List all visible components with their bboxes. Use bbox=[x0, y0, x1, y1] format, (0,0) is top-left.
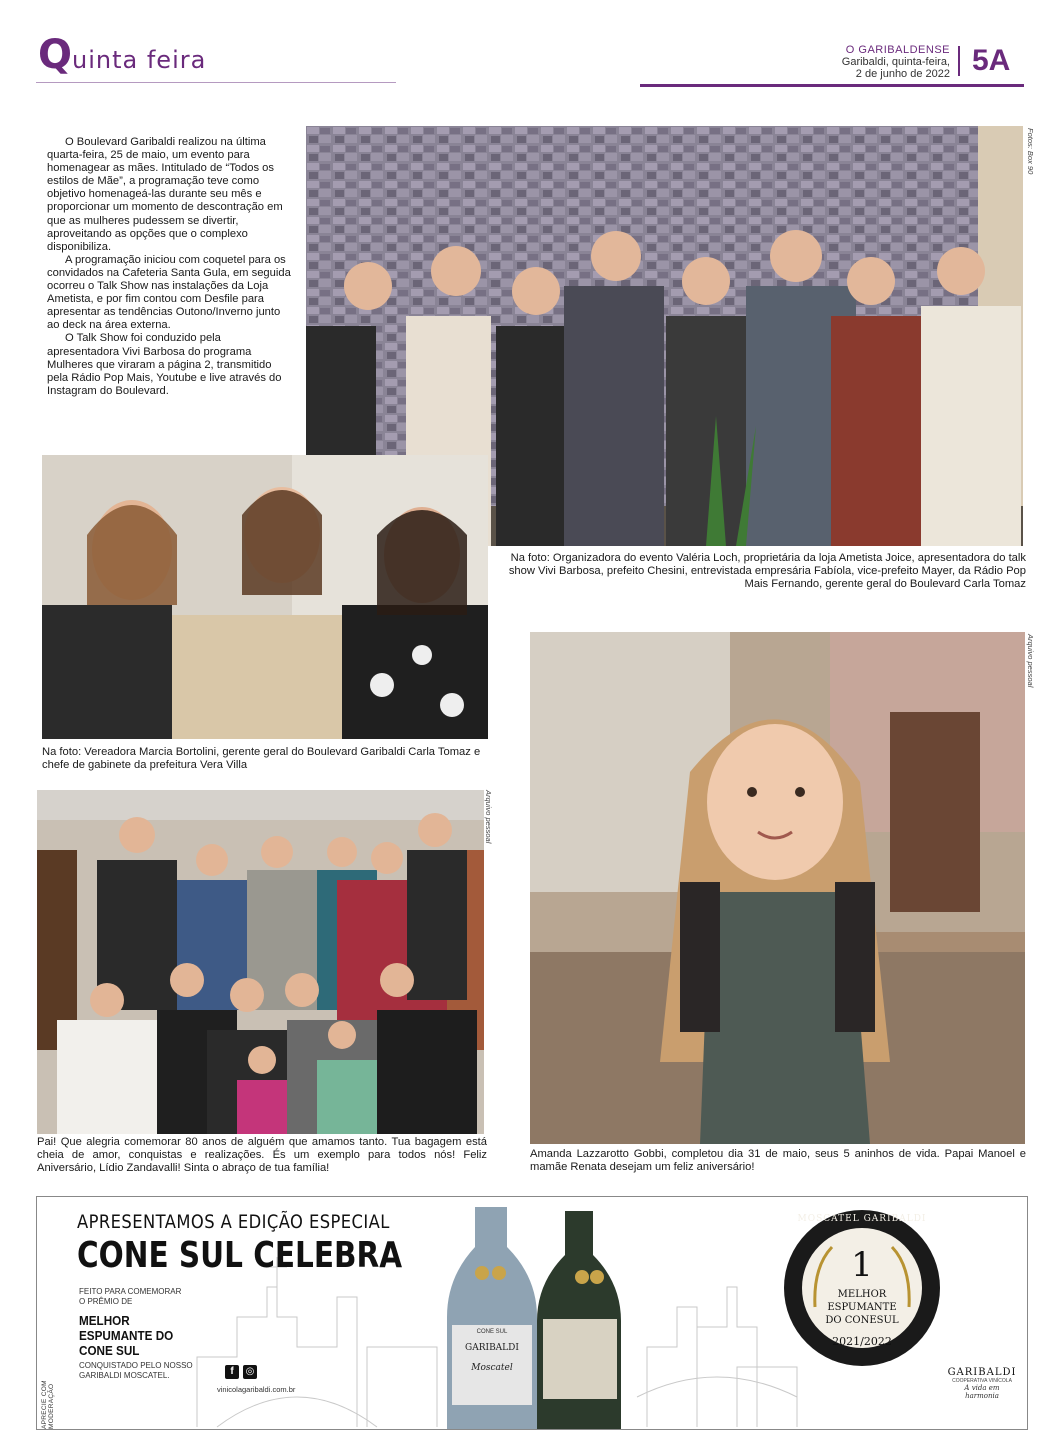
article-body bbox=[47, 136, 292, 398]
photo-girl-credit: Arquivo pessoal bbox=[1026, 634, 1035, 688]
ad-cone-sul-celebra[interactable] bbox=[36, 1196, 1028, 1430]
section-title-rest: uinta feira bbox=[72, 46, 207, 74]
photo-family-caption: Pai! Que alegria comemorar 80 anos de alguém que amamos tanto. Tua bagagem está cheia de amor, conquistas e realizações. És um exemplo para todos nós! Feliz Aniversário, Lídio Zandavalli! Sinta o abraço de tua família! bbox=[37, 1136, 487, 1175]
photo-three-women bbox=[42, 455, 488, 739]
bottle-label-top: CONE SUL bbox=[476, 1329, 508, 1335]
photo-family-credit: Arquivo pessoal bbox=[484, 790, 493, 844]
issue-date-line2: 2 de junho de 2022 bbox=[855, 68, 950, 80]
article-paragraph-3: O Talk Show foi conduzido pela apresentadora Vivi Barbosa do programa Mulheres que viraram a página 2, transmitido pela Rádio Pop Mais, Youtube e live através do Instagram do Boulevard. bbox=[47, 332, 282, 397]
photo-family-image bbox=[37, 790, 484, 1134]
sparkling-bottles-graphic bbox=[447, 1207, 621, 1430]
ad-social-links bbox=[225, 1365, 257, 1379]
bottle-label-brand: GARIBALDI bbox=[465, 1343, 519, 1353]
ad-headline: APRESENTAMOS A EDIÇÃO ESPECIAL bbox=[77, 1211, 390, 1233]
ad-award-intro: FEITO PARA COMEMORAR O PRÊMIO DE bbox=[79, 1287, 182, 1306]
seal-line-3: DO CONESUL bbox=[825, 1315, 899, 1326]
photo-three-women-caption: Na foto: Vereadora Marcia Bortolini, gerente geral do Boulevard Garibaldi Carla Tomaz e chefe de gabinete da prefeitura Vera Villa bbox=[42, 746, 481, 772]
page-header bbox=[0, 0, 1058, 90]
seal-line-1: MELHOR bbox=[837, 1289, 887, 1300]
seal-number: 1 bbox=[851, 1245, 873, 1285]
ad-moderation-notice: APRECIE COM MODERAÇÃO bbox=[41, 1380, 55, 1429]
photo-group-event-caption: Na foto: Organizadora do evento Valéria Loch, proprietária da loja Ametista Joice, apresentadora do talk show Vivi Barbosa, prefeito Chesini, entrevistada empresária Fabíola, vice-prefeito Mayer, da Rádio Pop Mais Fernando, gerente geral do Boulevard Carla Tomaz bbox=[508, 552, 1026, 591]
section-title bbox=[38, 32, 206, 78]
photo-group-event-credit: Fotos: Box 90 bbox=[1026, 128, 1035, 175]
photo-three-women-image bbox=[42, 455, 488, 739]
bottle-label-variety: Moscatel bbox=[471, 1363, 513, 1373]
newspaper-name: O GARIBALDENSE bbox=[845, 44, 950, 56]
article-paragraph-2: A programação iniciou com coquetel para os convidados na Cafeteria Santa Gula, em seguida ocorreu o Talk Show nas instalações da Loja Ametista, e por fim contou com Desfile para apresentar as tendências Outono/Inverno junto ao deck na área externa. bbox=[47, 253, 291, 332]
brand-logo bbox=[947, 1367, 1017, 1400]
page-number: 5A bbox=[972, 44, 1011, 77]
instagram-icon[interactable]: ◎ bbox=[243, 1365, 257, 1379]
header-rule-right bbox=[640, 84, 1024, 87]
article-paragraph-1: O Boulevard Garibaldi realizou na última quarta-feira, 25 de maio, um evento para homenagear as mães. Intitulado de “Todos os estilos de Mãe”, a programação teve como objetivo homenageá-las durante seu mês e proporcionar um momento de descontração em que as mulheres pudessem se divertir, aproveitando as opções que o complexo disponibiliza. bbox=[47, 136, 283, 253]
issue-date-line1: Garibaldi, quinta-feira, bbox=[841, 56, 950, 68]
seal-ring-text: MOSCATEL GARIBALDI bbox=[797, 1214, 927, 1224]
ad-award-outro: CONQUISTADO PELO NOSSO GARIBALDI MOSCATEL. bbox=[79, 1361, 193, 1380]
ad-title: CONE SUL CELEBRA bbox=[77, 1235, 403, 1276]
seal-line-2: ESPUMANTE bbox=[827, 1302, 897, 1313]
page-number-divider bbox=[958, 46, 960, 76]
photo-girl-image bbox=[530, 632, 1025, 1144]
brand-tagline: A vida em harmonia bbox=[964, 1384, 1000, 1400]
facebook-icon[interactable]: f bbox=[225, 1365, 239, 1379]
header-rule-left bbox=[36, 82, 396, 83]
brand-name: GARIBALDI bbox=[947, 1367, 1017, 1378]
issue-date bbox=[790, 56, 950, 80]
brand-subtitle: COOPERATIVA VINÍCOLA bbox=[952, 1378, 1012, 1384]
seal-year: 2021/2022 bbox=[832, 1335, 892, 1348]
photo-family bbox=[37, 790, 484, 1134]
photo-girl bbox=[530, 632, 1025, 1144]
ad-website[interactable]: vinicolagaribaldi.com.br bbox=[217, 1385, 296, 1394]
section-title-initial: Q bbox=[38, 32, 73, 78]
photo-girl-caption: Amanda Lazzarotto Gobbi, completou dia 31 de maio, seus 5 aninhos de vida. Papai Manoel e mamãe Renata desejam um feliz aniversário! bbox=[530, 1148, 1026, 1174]
ad-award-name: MELHOR ESPUMANTE DO CONE SUL bbox=[79, 1313, 174, 1358]
